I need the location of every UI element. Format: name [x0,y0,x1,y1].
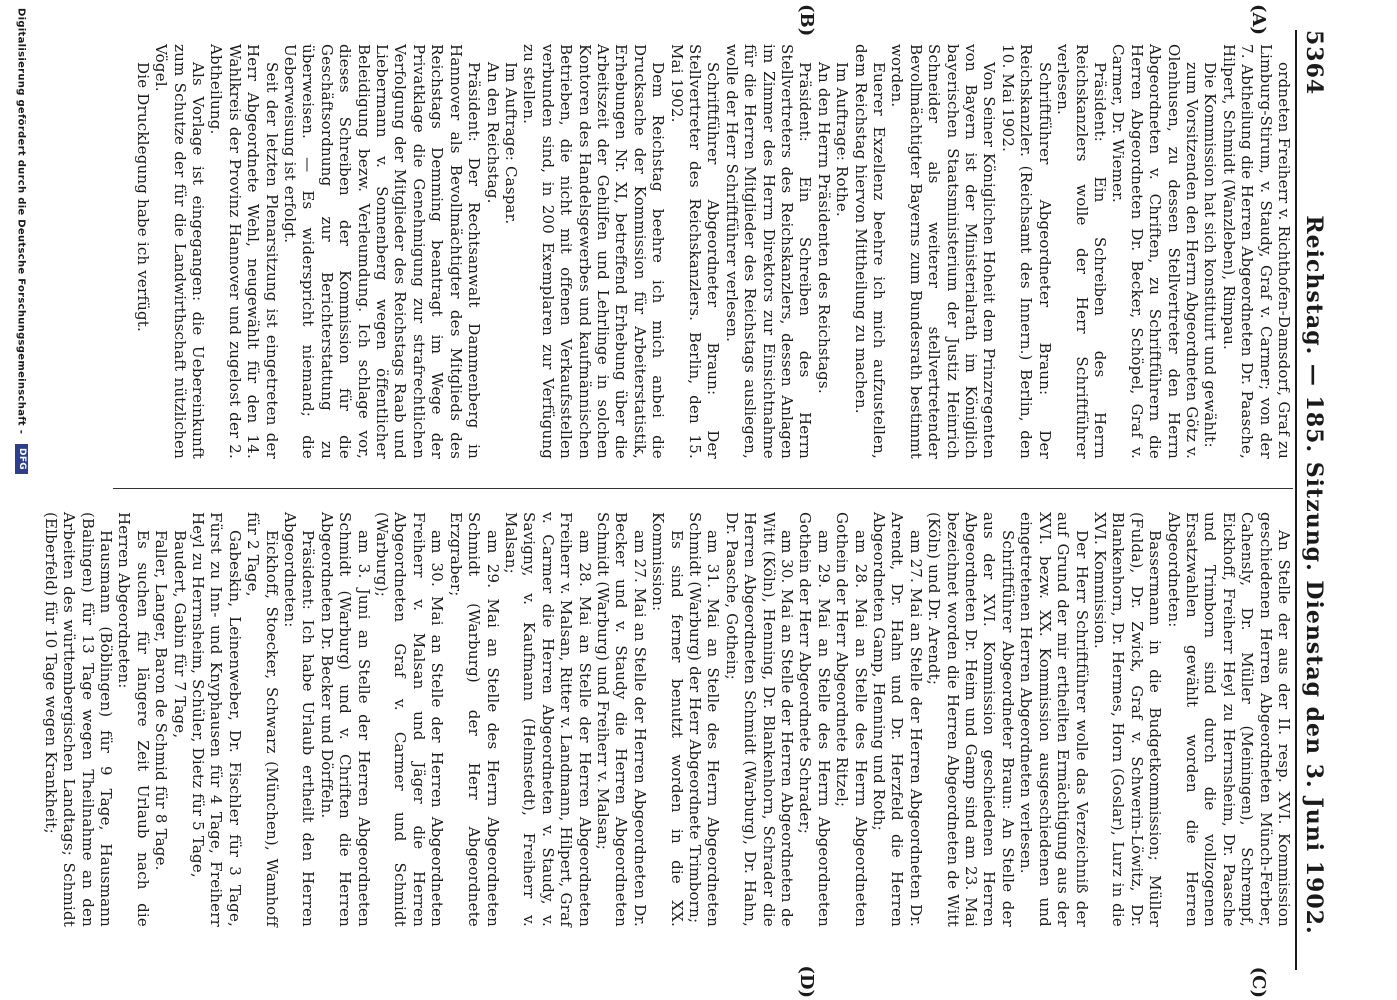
paragraph: ordneten Freiherr v. Richthofen-Damsdorf, Graf zu Limburg-Stirum, v. Staudy, Graf v. Carmer; von der 7. Abtheilung die Herren Abgeordneten Dr. Paasche, Hilpert, Schmidt (Wanzleben), Rimpau. [1219,44,1293,459]
paragraph: am 30. Mai an Stelle der Herren Abgeordneten Freiherr v. Malsan und Jäger die Herren Abgeordneten Graf v. Carmer und Schmidt (Warburg); [373,512,447,927]
paragraph: am 28. Mai an Stelle der Herren Abgeordneten Freiherr v. Malsan, Ritter v. Landmann, Hilpert, Graf v. Carmer die Herren Abgeordneten v. Staudy, v. Savigny, v. Kaufmann (Helmstedt), Freiherr v. Malsan; [501,512,594,927]
margin-marker-b: (B) [796,4,817,37]
paragraph: Es sind ferner benutzt worden in die XX. Kommission: [649,512,686,927]
paragraph: Schriftführer Abgeordneter Braun: Der Reichskanzler. (Reichsamt des Innern.) Berlin, den 10. Mai 1902. [998,44,1054,459]
margin-marker-a: (A) [1248,4,1269,35]
paragraph: Schriftführer Abgeordneter Braun: An Stelle der aus der XVI. Kommission geschiedenen Herren Abgeordneten Dr. Heim und Gamp sind am 23. Mai bezeichnet worden die Herren Abgeordneten de Witt (Köln) und Dr. Arendt; [925,512,1017,927]
paragraph: Hausmann (Böblingen) für 9 Tage, Hausmann (Balingen) für 13 Tage wegen Theilnahme an den Arbeiten des württembergischen Landtags; Schmidt (Elberfeld) für 10 Tage wegen Krankheit; [41,512,115,927]
paragraph: Die Kommission hat sich konstituirt und gewählt: [1201,62,1220,448]
paragraph: An den Herrn Präsidenten des Reichstags. [814,62,833,394]
paragraph: An Stelle der aus der II. resp. XVI. Kommission geschiedenen Herren Abgeordneten Münch-Ferber, Cahensly, Dr. Müller (Meiningen), Schrempf, Eickhoff, Freiherr Heyl zu Herrnsheim, Dr. Paasche und Trimborn sind durch die vollzogenen Ersatzwahlen gewählt worden die Herren Abgeordneten: [1164,512,1293,927]
paragraph: am 29. Mai an Stelle des Herrn Abgeordneten Gothein der Herr Abgeordnete Schrader; [796,512,833,927]
paragraph: zum Vorsitzenden den Herrn Abgeordneten Götz v. Olenhusen, zu dessen Stellvertreter den Herrn Abgeordneten v. Chriften, zu Schriftführern die Herren Abgeordneten Dr. Becker, Schöpel, Graf v. Carmer, Dr. Wiemer. [1109,44,1201,459]
paragraph: Präsident: Ein Schreiben des Herrn Stellvertreters des Reichskanzlers, dessen Anlagen im Zimmer des Herrn Direktors zur Einsichtnahme für die Herren Mitglieder des Reichstags ausliegen, wolle der Herr Schriftführer verlesen. [722,44,815,459]
column-divider [113,488,1293,489]
margin-marker-d: (D) [796,965,817,998]
paragraph: Präsident: Der Rechtsanwalt Dammenberg in Hannover als Bevollmächtigter des Mitglieds des Reichstags Demming beantragt im Wege der Privatklage die Genehmigung zur strafrechtlichen Verfolgung der Mitglieder des Reichstags Raab und Liebermann v. Sonnenberg wegen öffentlicher Beleidigung bezw. Verleumdung. Ich schlage vor, dieses Schreiben der Kommission für die Geschäftsordnung zur Berichterstattung zu überweisen. — Es widerspricht niemand; die Ueberweisung ist erfolgt. [281,44,484,459]
paragraph: Im Auftrage: Caspar. [501,62,520,225]
paragraph: Gabeskin, Leinenweber, Dr. Fischler für 3 Tage, Fürst zu Inn- und Knyphausen für 4 Tage, Freiherr Heyl zu Herrnsheim, Schüler, Dietz für 5 Tage, [189,512,244,927]
paragraph: am 29. Mai an Stelle des Herrn Abgeordneten Schmidt (Warburg) der Herr Abgeordnete Erzgraber; [446,512,502,927]
paragraph: am 27. Mai an Stelle der Herren Abgeordneten Dr. Becker und v. Staudy die Herren Abgeordneten Schmidt (Warburg) und Freiherr v. Malsan; [593,512,649,927]
paragraph: am 28. Mai an Stelle des Herrn Abgeordneten Gothein der Herr Abgeordnete Ritzel; [833,512,870,927]
paragraph: am 3. Juni an Stelle der Herren Abgeordneten Schmidt (Warburg) und v. Chriften die Herren Abgeordneten Dr. Becker und Dörffeln. [317,512,373,927]
paragraph: Präsident: Ein Schreiben des Herrn Reichskanzlers wolle der Herr Schriftführer verlesen. [1054,44,1109,459]
dfg-logo: DFG [15,444,28,474]
paragraph: Seit der letzten Plenarsitzung ist eingetreten der Herr Abgeordnete Wehl, neugewählt für den 14. Wahlkreis der Provinz Hannover und zugelost der 2. Abtheilung. [207,44,281,459]
left-column [113,44,1293,459]
page-header [1295,30,1327,970]
paragraph: Als Vorlage ist eingegangen: die Uebereinkunft zum Schutze der für die Landwirthschaft nützlichen Vögel. [152,44,208,459]
margin-marker-c: (C) [1248,966,1269,998]
paragraph: An den Reichstag. [483,62,502,204]
running-head: Reichstag. — 185. Sitzung. Dienstag den 3. Juni 1902. [1301,215,1327,935]
paragraph: Der Herr Schriftführer wolle das Verzeichniß der auf Grund der mir ertheilten Ermächtigung aus der XVI. bezw. XX. Kommission ausgeschiedenen und eingetretenen Herren Abgeordneten verlesen. [1017,512,1091,927]
paragraph: Schriftführer Abgeordneter Braun: Der Stellvertreter des Reichskanzlers. Berlin, den 15. Mai 1902. [667,44,723,459]
paragraph: am 30. Mai an Stelle der Herren Abgeordneten de Witt (Köln), Henning, Dr. Blankenhorn, Schrader die Herren Abgeordneten Schmidt (Warburg), Dr. Hahn, Dr. Paasche, Gothein; [722,512,797,927]
credit-text: Digitalisierung gefördert durch die Deutsche Forschungsgemeinschaft - [15,8,27,435]
paragraph: Faller, Langer, Baron de Schmid für 8 Tage. [152,530,171,871]
paragraph: Im Auftrage: Rothe. [833,62,852,217]
paragraph: Die Drucklegung habe ich verfügt. [133,62,152,332]
paragraph: Es suchen für längere Zeit Urlaub nach die Herren Abgeordneten: [115,512,152,927]
paragraph: Bassermann in die Budgetkommission; Müller (Fulda), Dr. Zwick, Graf v. Schwerin-Löwitz, Dr. Blankenhorn, Dr. Hermes, Horn (Goslar), Lurz in die XVI. Kommission. [1090,512,1165,927]
right-column [41,512,1293,927]
paragraph: Euerer Exzellenz beehre ich mich aufzustellen, dem Reichstag hiervon Mittheilung zu machen. [851,44,889,459]
paragraph: am 31. Mai an Stelle des Herrn Abgeordneten Schmidt (Warburg) der Herr Abgeordnete Trimborn; [686,512,723,927]
paragraph: Baudert, Gabin für 7 Tage, [170,530,189,739]
page-number: 5364 [1301,30,1327,96]
paragraph: Von Seiner Königlichen Hoheit dem Prinzregenten von Bayern ist der Ministerialrath im Königlich bayerischen Staatsministerium der Justiz Heinrich Schneider als weiterer stellvertretender Bevollmächtigter Bayerns zum Bundesrath bestimmt worden. [888,44,999,459]
digitization-credit [15,8,28,474]
paragraph: Dem Reichstag beehre ich mich anbei die Drucksache der Kommission für Arbeiterstatistik, Erhebungen Nr. XI, betreffend Erhebung über die Arbeitszeit der Gehilfen und Lehrlinge in solchen Kontoren des Handelsgewerbes und kaufmännischen Betrieben, die nicht mit offenen Verkaufsstellen verbunden sind, in 200 Exemplaren zur Verfügung zu stellen. [520,44,668,459]
paragraph: am 27. Mai an Stelle der Herren Abgeordneten Dr. Arendt, Dr. Hahn und Dr. Herzfeld die Herren Abgeordneten Gamp, Henning und Roth; [870,512,925,927]
paragraph: Präsident: Ich habe Urlaub ertheilt den Herren Abgeordneten: [281,512,318,927]
paragraph: Eickhoff, Stoecker, Schwarz (München), Wamhoff für 2 Tage, [244,512,281,927]
